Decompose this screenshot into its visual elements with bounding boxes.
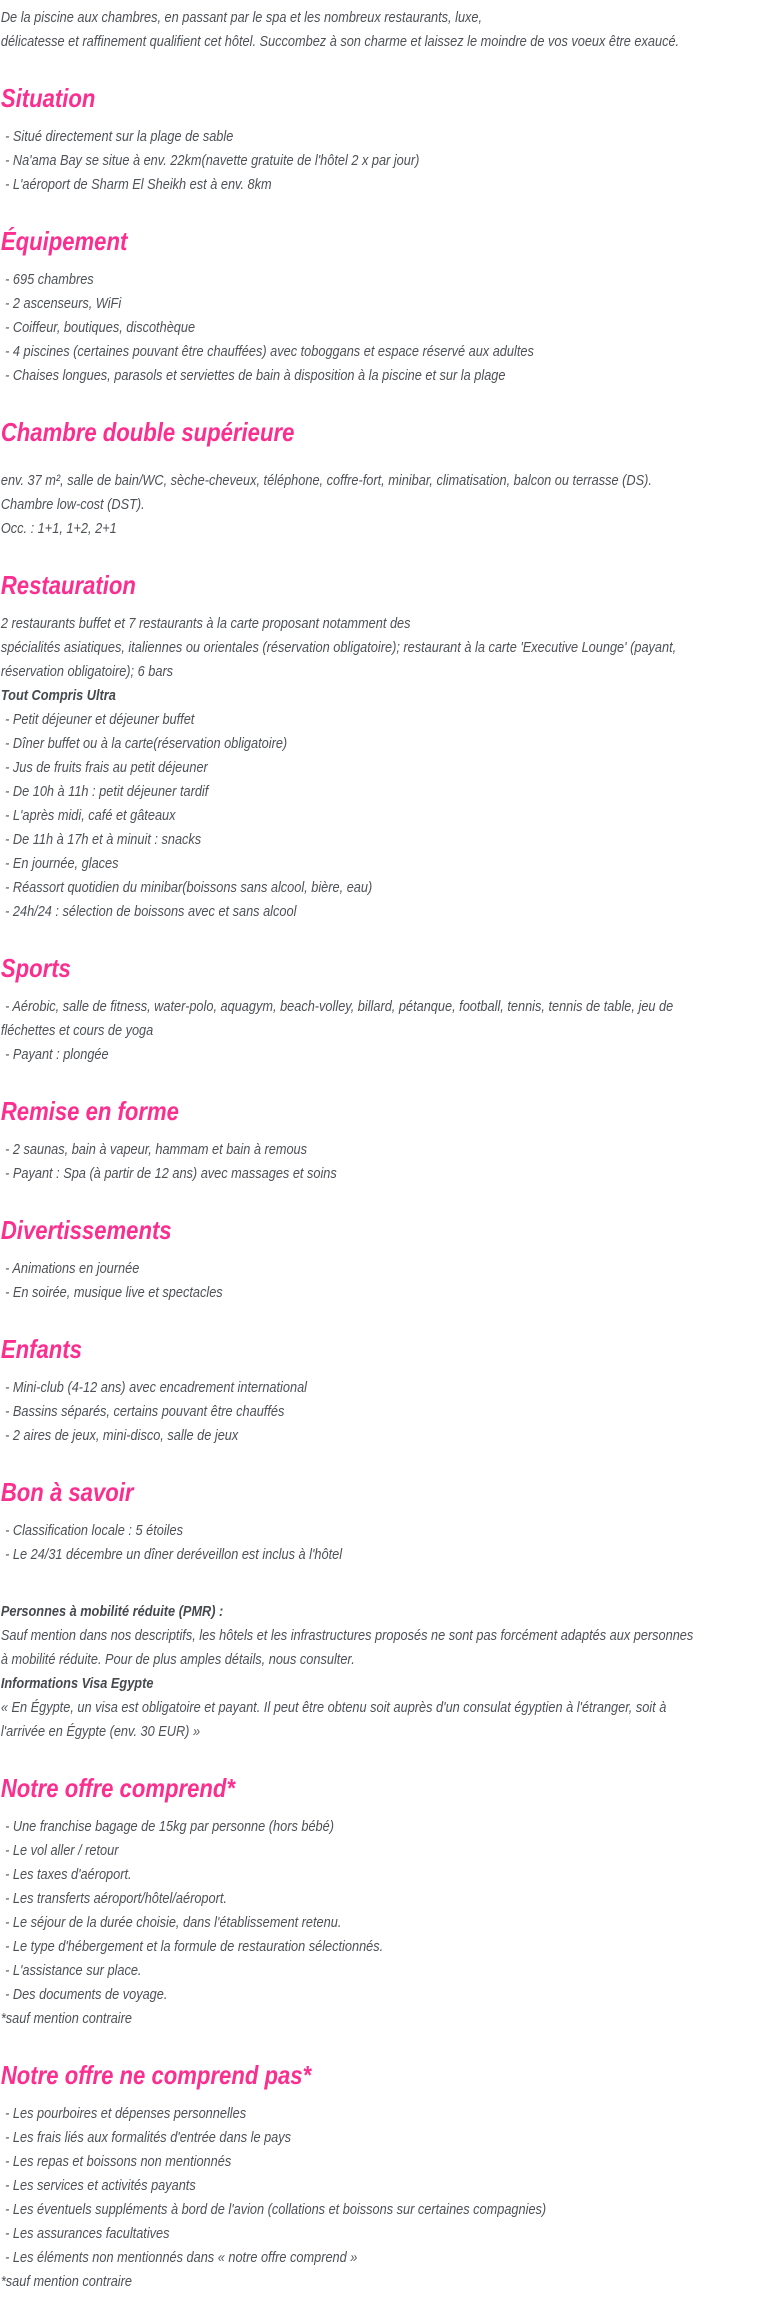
list-item: - Les assurances facultatives (5, 2225, 170, 2242)
list-item: - Les repas et boissons non mentionnés (5, 2153, 232, 2170)
section-heading-restauration: Restauration (0, 570, 136, 600)
section-sports (1, 953, 758, 1067)
list-item: - Classification locale : 5 étoiles (5, 1522, 183, 1539)
section-heading-divertissements: Divertissements (0, 1215, 172, 1245)
text-line: 2 restaurants buffet et 7 restaurants à la carte proposant notamment des (0, 615, 411, 632)
list-item: - Coiffeur, boutiques, discothèque (5, 319, 196, 336)
list-item: - Situé directement sur la plage de sable (5, 128, 234, 145)
text-line: à mobilité réduite. Pour de plus amples détails, nous consulter. (0, 1651, 355, 1668)
text-line: réservation obligatoire); 6 bars (0, 663, 174, 680)
section-lines (1, 2102, 758, 2294)
section-notes (1, 1600, 758, 1744)
list-item: - Jus de fruits frais au petit déjeuner (5, 759, 208, 776)
section-lines (1, 995, 758, 1067)
list-item: - L'aéroport de Sharm El Sheikh est à env. 8km (5, 176, 272, 193)
list-item: - Aérobic, salle de fitness, water-polo, aquagym, beach-volley, billard, pétanque, football, tennis, tennis de table, jeu de (5, 998, 674, 1015)
section-remise-en-forme (1, 1096, 758, 1186)
list-item: - Les services et activités payants (5, 2177, 196, 2194)
section-lines (1, 1376, 758, 1448)
section-chambre-double-superieure (1, 417, 758, 541)
section-notre-offre-comprend (1, 1773, 758, 2031)
list-item: - Réassort quotidien du minibar(boissons sans alcool, bière, eau) (5, 879, 373, 896)
list-item: - 4 piscines (certaines pouvant être chauffées) avec toboggans et espace réservé aux adultes (5, 343, 534, 360)
section-notre-offre-ne-comprend-pas (1, 2060, 758, 2294)
list-item: - En journée, glaces (5, 855, 119, 872)
section-lines (1, 125, 758, 197)
text-line: Chambre low-cost (DST). (0, 496, 145, 513)
list-item: - Petit déjeuner et déjeuner buffet (5, 711, 195, 728)
section-enfants (1, 1334, 758, 1448)
text-line: fléchettes et cours de yoga (0, 1022, 154, 1039)
section-heading-remise-en-forme: Remise en forme (0, 1096, 179, 1126)
list-item: - L'après midi, café et gâteaux (5, 807, 176, 824)
section-situation (1, 83, 758, 197)
text-line: env. 37 m², salle de bain/WC, sèche-cheveux, téléphone, coffre-fort, minibar, climatisation, balcon ou terrasse (DS). (0, 472, 652, 489)
section-lines (1, 268, 758, 388)
list-item: - De 10h à 11h : petit déjeuner tardif (5, 783, 209, 800)
section-restauration (1, 570, 758, 924)
list-item: - Les taxes d'aéroport. (5, 1866, 132, 1883)
text-line: Occ. : 1+1, 1+2, 2+1 (0, 520, 117, 537)
text-line: Sauf mention dans nos descriptifs, les hôtels et les infrastructures proposés ne sont pas forcément adaptés aux personnes (0, 1627, 694, 1644)
list-item: - Bassins séparés, certains pouvant être chauffés (5, 1403, 285, 1420)
intro-line: délicatesse et raffinement qualifient cet hôtel. Succombez à son charme et laissez le moindre de vos voeux être exaucé. (0, 33, 680, 50)
text-line: spécialités asiatiques, italiennes ou orientales (réservation obligatoire); restaurant à la carte 'Executive Lounge' (payant, (0, 639, 677, 656)
section-heading-situation: Situation (0, 83, 96, 113)
list-item: - Les frais liés aux formalités d'entrée dans le pays (5, 2129, 292, 2146)
subheading-line: Personnes à mobilité réduite (PMR) : (0, 1603, 224, 1620)
list-item: - Na'ama Bay se situe à env. 22km(navette gratuite de l'hôtel 2 x par jour) (5, 152, 420, 169)
section-heading-notre-offre-comprend: Notre offre comprend* (0, 1773, 235, 1803)
section-heading-equipement: Équipement (0, 226, 128, 256)
section-lines (1, 1138, 758, 1186)
section-heading-chambre-double-superieure: Chambre double supérieure (0, 417, 295, 447)
subheading-line: Informations Visa Egypte (0, 1675, 154, 1692)
intro-line: De la piscine aux chambres, en passant par le spa et les nombreux restaurants, luxe, (0, 9, 483, 26)
list-item: - Dîner buffet ou à la carte(réservation obligatoire) (5, 735, 288, 752)
list-item: - Le vol aller / retour (5, 1842, 119, 1859)
list-item: - Animations en journée (5, 1260, 140, 1277)
list-item: - Les transferts aéroport/hôtel/aéroport. (5, 1890, 227, 1907)
section-lines (1, 469, 758, 541)
section-lines (1, 612, 758, 924)
list-item: - 2 saunas, bain à vapeur, hammam et bain à remous (5, 1141, 308, 1158)
list-item: - Mini-club (4-12 ans) avec encadrement international (5, 1379, 308, 1396)
text-line: « En Égypte, un visa est obligatoire et payant. Il peut être obtenu soit auprès d'un consulat égyptien à l'étranger, soit à (0, 1699, 667, 1716)
section-heading-sports: Sports (0, 953, 71, 983)
list-item: - De 11h à 17h et à minuit : snacks (5, 831, 202, 848)
section-lines (1, 1815, 758, 2031)
list-item: - Les éventuels suppléments à bord de l'avion (collations et boissons sur certaines compagnies) (5, 2201, 547, 2218)
list-item: - Les pourboires et dépenses personnelles (5, 2105, 247, 2122)
list-item: - Le séjour de la durée choisie, dans l'établissement retenu. (5, 1914, 342, 1931)
section-lines (1, 1257, 758, 1305)
section-lines (1, 1519, 758, 1567)
intro-paragraph (1, 6, 758, 54)
text-line: *sauf mention contraire (0, 2273, 132, 2290)
list-item: - Le 24/31 décembre un dîner deréveillon est inclus à l'hôtel (5, 1546, 343, 1563)
section-bon-a-savoir (1, 1477, 758, 1744)
section-heading-bon-a-savoir: Bon à savoir (0, 1477, 134, 1507)
list-item: - Les éléments non mentionnés dans « notre offre comprend » (5, 2249, 358, 2266)
list-item: - Payant : plongée (5, 1046, 109, 1063)
list-item: - Une franchise bagage de 15kg par personne (hors bébé) (5, 1818, 334, 1835)
list-item: - Le type d'hébergement et la formule de restauration sélectionnés. (5, 1938, 384, 1955)
section-equipement (1, 226, 758, 388)
list-item: - En soirée, musique live et spectacles (5, 1284, 223, 1301)
list-item: - 2 ascenseurs, WiFi (5, 295, 122, 312)
section-heading-enfants: Enfants (0, 1334, 82, 1364)
list-item: - 24h/24 : sélection de boissons avec et sans alcool (5, 903, 297, 920)
list-item: - Payant : Spa (à partir de 12 ans) avec massages et soins (5, 1165, 337, 1182)
list-item: - 695 chambres (5, 271, 94, 288)
section-heading-notre-offre-ne-comprend-pas: Notre offre ne comprend pas* (0, 2060, 312, 2090)
list-item: - 2 aires de jeux, mini-disco, salle de jeux (5, 1427, 239, 1444)
text-line: l'arrivée en Égypte (env. 30 EUR) » (0, 1723, 201, 1740)
list-item: - Des documents de voyage. (5, 1986, 168, 2003)
list-item: - Chaises longues, parasols et serviettes de bain à disposition à la piscine et sur la plage (5, 367, 506, 384)
list-item: - L'assistance sur place. (5, 1962, 142, 1979)
text-line: *sauf mention contraire (0, 2010, 132, 2027)
section-divertissements (1, 1215, 758, 1305)
subheading-line: Tout Compris Ultra (0, 687, 116, 704)
